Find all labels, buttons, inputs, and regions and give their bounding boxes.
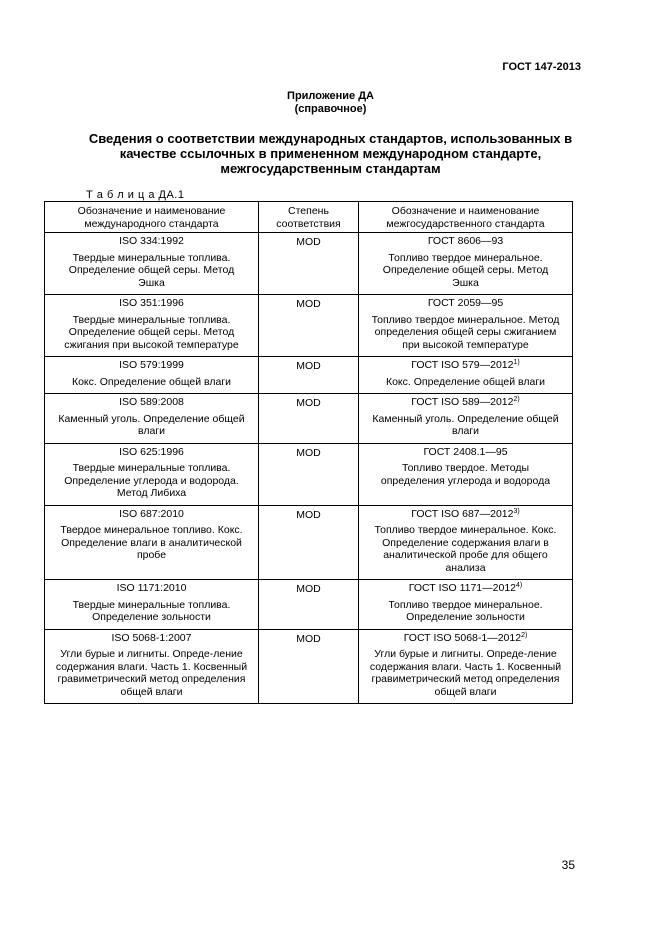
- interstate-standard-code: ГОСТ ISO 579—2012: [411, 359, 514, 371]
- interstate-standard-cell: [359, 505, 573, 580]
- table-row: [45, 629, 573, 704]
- interstate-standard-code: ГОСТ 8606—93: [427, 235, 504, 247]
- header-intl-standard: Обозначение и наименование международного стандарта: [45, 202, 259, 233]
- intl-standard-code: ISO 579:1999: [119, 359, 184, 371]
- table-row: [45, 443, 573, 505]
- table-row: [45, 394, 573, 444]
- interstate-standard-title: определения общей серы сжиганием: [374, 326, 557, 338]
- intl-standard-cell: [45, 394, 259, 444]
- intl-standard-title: гравиметрический метод определения: [57, 673, 246, 685]
- correspondence-table: [44, 201, 573, 704]
- annex-title-block: [0, 90, 661, 116]
- table-row: [45, 580, 573, 630]
- degree-cell: MOD: [259, 233, 359, 295]
- intl-standard-cell: [45, 443, 259, 505]
- interstate-standard-code-wrap: [364, 297, 567, 310]
- intl-standard-title: Угли бурые и лигниты. Опреде-ление: [60, 648, 243, 660]
- interstate-standard-code-wrap: [364, 359, 567, 372]
- intl-standard-code: ISO 334:1992: [119, 235, 184, 247]
- section-heading: [40, 131, 621, 176]
- intl-standard-code: ISO 351:1996: [119, 297, 184, 309]
- interstate-standard-title: Топливо твердое. Методы: [401, 462, 529, 474]
- header-degree: Степень соответствия: [259, 202, 359, 233]
- intl-standard-title: сжигания при высокой температуре: [64, 338, 239, 351]
- interstate-standard-title: определения углерода и водорода: [380, 474, 551, 487]
- interstate-standard-title: Определение общей серы. Метод: [382, 264, 549, 276]
- interstate-standard-title: при высокой температуре: [402, 338, 529, 351]
- intl-standard-title: пробе: [136, 549, 167, 561]
- interstate-standard-code: ГОСТ ISO 589—2012: [411, 396, 514, 408]
- table-row: [45, 295, 573, 357]
- interstate-standard-cell: [359, 580, 573, 630]
- interstate-standard-cell: [359, 233, 573, 295]
- intl-standard-title: Твердые минеральные топлива.: [72, 251, 231, 264]
- document-code: ГОСТ 147-2013: [502, 61, 581, 73]
- interstate-standard-title: Кокс. Определение общей влаги: [385, 375, 546, 388]
- annex-subtitle: (справочное): [294, 103, 367, 115]
- interstate-standard-title: содержания влаги. Часть 1. Косвенный: [369, 660, 562, 673]
- interstate-standard-code-wrap: [364, 582, 567, 595]
- degree-cell: MOD: [259, 629, 359, 704]
- intl-standard-code: ISO 1171:2010: [116, 582, 187, 594]
- degree-cell: MOD: [259, 295, 359, 357]
- intl-standard-cell: [45, 505, 259, 580]
- interstate-standard-code-wrap: [364, 508, 567, 521]
- annex-title: Приложение ДА: [287, 90, 374, 102]
- page-number: 35: [561, 858, 575, 872]
- table-row: [45, 233, 573, 295]
- footnote-marker: 2): [521, 631, 528, 639]
- intl-standard-title: Определение влаги в аналитической: [61, 536, 242, 549]
- interstate-standard-title: Топливо твердое минеральное.: [388, 598, 543, 611]
- heading-line: Сведения о соответствии международных стандартов, использованных в: [88, 131, 573, 146]
- header-interstate-standard: Обозначение и наименование межгосударственного стандарта: [359, 202, 573, 233]
- degree-cell: MOD: [259, 505, 359, 580]
- intl-standard-cell: [45, 580, 259, 630]
- intl-standard-title: Твердое минеральное топливо. Кокс.: [60, 524, 243, 536]
- interstate-standard-code: ГОСТ ISO 1171—2012: [408, 582, 517, 594]
- intl-standard-title: Каменный уголь. Определение общей: [58, 412, 245, 425]
- intl-standard-cell: [45, 629, 259, 704]
- degree-cell: MOD: [259, 580, 359, 630]
- interstate-standard-code: ГОСТ ISO 687—2012: [411, 507, 514, 520]
- intl-standard-title: Кокс. Определение общей влаги: [71, 375, 232, 388]
- footnote-marker: 2): [513, 396, 520, 403]
- intl-standard-cell: [45, 357, 259, 394]
- interstate-standard-title: гравиметрический метод определения: [371, 673, 560, 685]
- interstate-standard-code: ГОСТ ISO 5068-1—2012: [403, 631, 522, 644]
- intl-standard-code: ISO 5068-1:2007: [111, 631, 192, 644]
- interstate-standard-cell: [359, 443, 573, 505]
- interstate-standard-title: Определение содержания влаги в: [382, 536, 549, 549]
- intl-standard-cell: [45, 295, 259, 357]
- intl-standard-title: Определение общей серы. Метод: [68, 326, 235, 338]
- interstate-standard-title: аналитической пробе для общего: [383, 549, 548, 561]
- intl-standard-title: Твердые минеральные топлива.: [72, 462, 231, 474]
- interstate-standard-code-wrap: [364, 235, 567, 248]
- intl-standard-title: Определение углерода и водорода.: [64, 474, 239, 487]
- interstate-standard-title: Эшка: [452, 276, 479, 289]
- footnote-marker: 4): [516, 582, 523, 589]
- table-body: [45, 233, 573, 704]
- interstate-standard-title: общей влаги: [434, 685, 497, 698]
- interstate-standard-title: Топливо твердое минеральное. Метод: [371, 313, 560, 326]
- interstate-standard-cell: [359, 295, 573, 357]
- heading-line: межгосударственным стандартам: [220, 161, 441, 176]
- interstate-standard-cell: [359, 629, 573, 704]
- intl-standard-title: Эшка: [138, 276, 165, 289]
- degree-cell: MOD: [259, 357, 359, 394]
- footnote-marker: 3): [513, 507, 520, 515]
- table-header-row: [45, 202, 573, 233]
- intl-standard-cell: [45, 233, 259, 295]
- table-row: [45, 357, 573, 394]
- degree-cell: MOD: [259, 443, 359, 505]
- interstate-standard-code-wrap: [364, 632, 567, 645]
- heading-line: качестве ссылочных в примененном международном стандарте,: [119, 146, 542, 161]
- intl-standard-title: Определение общей серы. Метод: [68, 264, 235, 276]
- interstate-standard-title: Каменный уголь. Определение общей: [372, 412, 559, 425]
- table-label: Т а б л и ц а ДА.1: [86, 189, 185, 201]
- interstate-standard-cell: [359, 357, 573, 394]
- intl-standard-code: ISO 625:1996: [119, 445, 184, 458]
- intl-standard-title: влаги: [138, 425, 165, 437]
- interstate-standard-code-wrap: [364, 396, 567, 409]
- intl-standard-title: Твердые минеральные топлива.: [72, 313, 231, 326]
- interstate-standard-title: Топливо твердое минеральное.: [388, 251, 543, 264]
- interstate-standard-title: анализа: [445, 561, 486, 574]
- intl-standard-title: содержания влаги. Часть 1. Косвенный: [55, 660, 248, 673]
- interstate-standard-code: ГОСТ 2408.1—95: [423, 445, 508, 458]
- intl-standard-title: Определение зольности: [92, 611, 211, 623]
- interstate-standard-cell: [359, 394, 573, 444]
- footnote-marker: 1): [513, 359, 520, 366]
- interstate-standard-title: Топливо твердое минеральное. Кокс.: [374, 524, 557, 536]
- interstate-standard-code: ГОСТ 2059—95: [427, 297, 504, 309]
- interstate-standard-code-wrap: [364, 446, 567, 459]
- table-row: [45, 505, 573, 580]
- interstate-standard-title: влаги: [452, 425, 479, 437]
- intl-standard-title: Метод Либиха: [116, 487, 187, 499]
- degree-cell: MOD: [259, 394, 359, 444]
- intl-standard-title: Твердые минеральные топлива.: [72, 598, 231, 611]
- interstate-standard-title: Определение зольности: [406, 611, 525, 623]
- intl-standard-code: ISO 589:2008: [119, 396, 184, 408]
- intl-standard-code: ISO 687:2010: [119, 507, 184, 520]
- intl-standard-title: общей влаги: [120, 685, 183, 698]
- interstate-standard-title: Угли бурые и лигниты. Опреде-ление: [374, 648, 557, 660]
